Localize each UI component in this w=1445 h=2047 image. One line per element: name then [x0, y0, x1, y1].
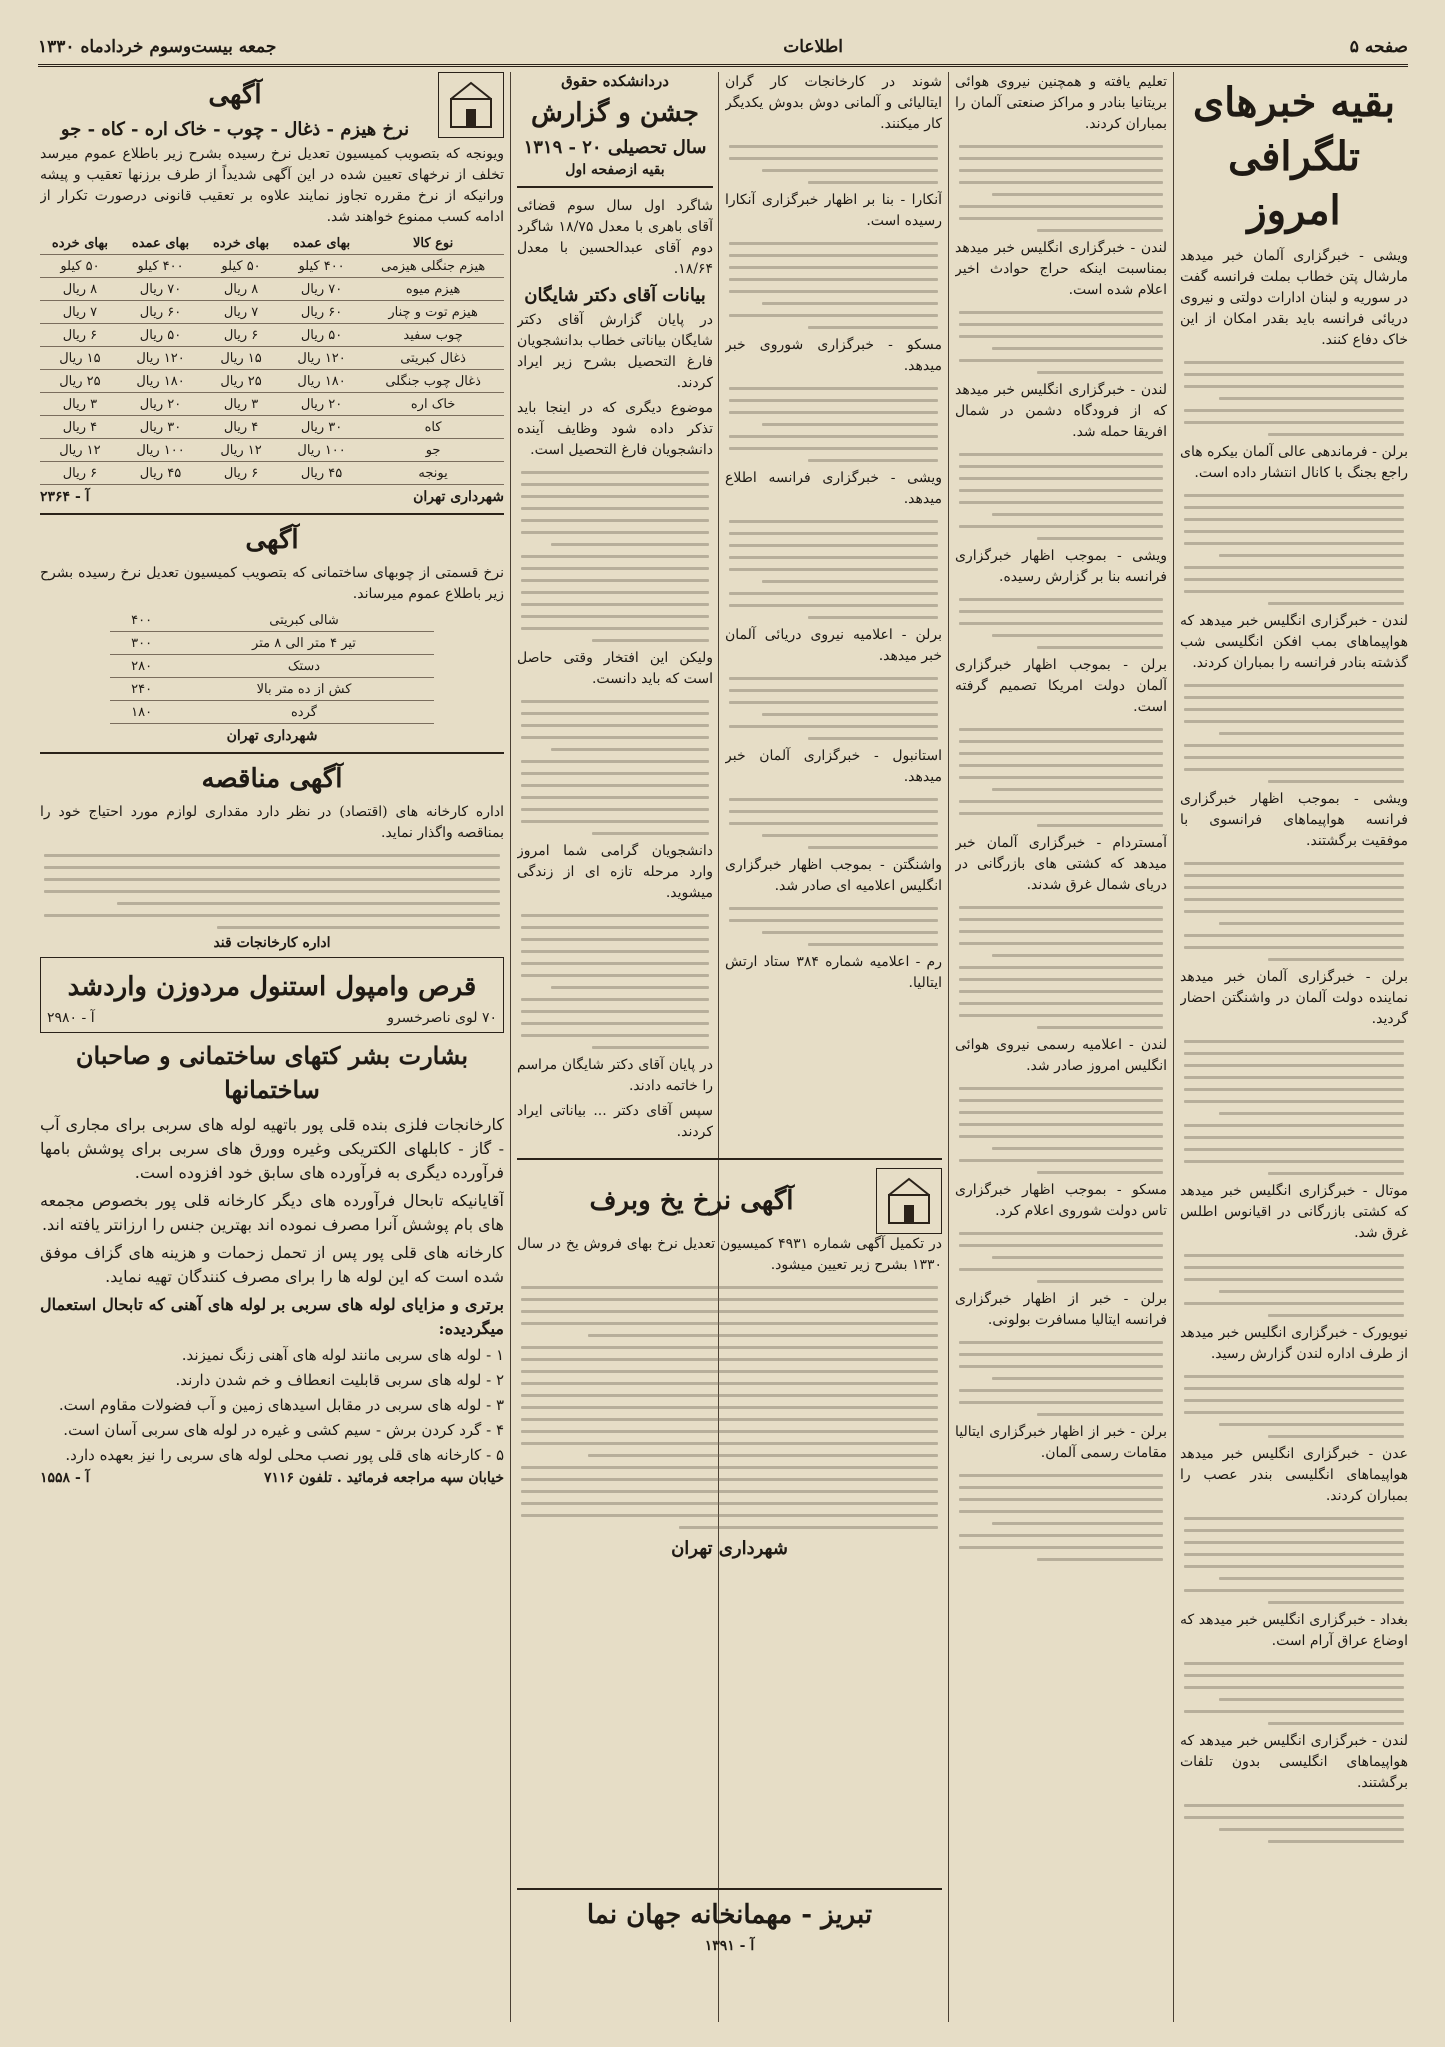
- table-cell: ۴ ریال: [40, 416, 120, 439]
- text-block: [517, 465, 713, 648]
- table-cell: ۱۲۰ ریال: [120, 347, 201, 370]
- text-block: [1180, 1656, 1408, 1731]
- masthead-page: صفحه ۵: [1349, 37, 1408, 57]
- news-item: واشنگتن - بموجب اظهار خبرگزاری انگلیس اعلامیه ای صادر شد.: [725, 857, 942, 894]
- table-cell: ۶ ریال: [201, 462, 281, 485]
- text-block: [1180, 678, 1408, 789]
- municipality-emblem-icon: [438, 72, 504, 138]
- table-cell: ۶۰ ریال: [281, 301, 362, 324]
- text-block: [955, 722, 1167, 833]
- ad3-text: اداره کارخانه های (اقتصاد) در نظر دارد مقداری لوازم مورد احتیاج خود را بمناقصه واگذار نماید.: [40, 804, 504, 841]
- text-block: [955, 1335, 1167, 1422]
- news-item: ویشی - خبرگزاری فرانسه اطلاع میدهد.: [725, 470, 942, 507]
- municipality-emblem-icon: [876, 1168, 942, 1234]
- text-block: [955, 1468, 1167, 1567]
- table-cell: یونجه: [362, 462, 504, 485]
- column-1: [1180, 72, 1408, 2027]
- column-header: بهای عمده: [281, 232, 362, 255]
- news-item: لندن - خبرگزاری انگلیس خبر میدهد که هواپیماهای بمب افکن انگلیسی شب گذشته بنادر فرانسه را بمباران کردند.: [1180, 613, 1408, 671]
- table-cell: ۳۰ ریال: [120, 416, 201, 439]
- text-block: [725, 671, 942, 746]
- news-item: برلن - بموجب اظهار خبرگزاری آلمان دولت امریکا تصمیم گرفته است.: [955, 657, 1167, 715]
- table-cell: ۲۴۰: [110, 678, 174, 701]
- tabriz-ad-code: آ - ۱۳۹۱: [704, 1938, 755, 1954]
- article-subtitle: سال تحصیلی ۲۰ - ۱۳۱۹: [523, 137, 707, 158]
- table-cell: گرده: [174, 701, 435, 724]
- table-cell: ۲۵ ریال: [40, 370, 120, 393]
- ad4-title: قرص وامپول استنول مردوزن واردشد: [67, 972, 477, 1002]
- column-4: [517, 72, 713, 1142]
- ad5-paragraph: کارخانجات فلزی بنده قلی پور باتهیه لوله های سربی برای مجاری آب - گاز - کابلهای الکتریکی وغیره وورق های سربی برای پوشش بامها فرآورده دیگری به فرآورده های سابق خود افزوده است.: [40, 1115, 504, 1182]
- table-cell: ۳۰۰: [110, 632, 174, 655]
- paragraph: دانشجویان گرامی شما امروز وارد مرحله تازه ای از زندگی میشوید.: [517, 843, 713, 901]
- ad3-sign: اداره کارخانجات قند: [213, 935, 331, 951]
- table-cell: ۲۰ ریال: [120, 393, 201, 416]
- table-cell: خاک اره: [362, 393, 504, 416]
- ad5-list-item: ۱ - لوله های سربی مانند لوله های آهنی زنگ نمیزند.: [181, 1346, 504, 1364]
- news-item: استانبول - خبرگزاری آلمان خبر میدهد.: [725, 748, 942, 785]
- text-block: [955, 1081, 1167, 1180]
- ad1-header: [40, 72, 504, 144]
- table-cell: شالی کبریتی: [174, 609, 435, 632]
- news-item: نیویورک - خبرگزاری انگلیس خبر میدهد از طرف اداره لندن گزارش رسید.: [1180, 1325, 1408, 1362]
- ad3-title: آگهی مناقصه: [201, 764, 343, 794]
- news-item: برلن - خبر از اظهار خبرگزاری فرانسه ایتالیا مسافرت بولونی.: [955, 1291, 1167, 1328]
- ad2-title: آگهی: [245, 525, 299, 555]
- table-cell: دستک: [174, 655, 435, 678]
- text-block: [725, 901, 942, 952]
- paragraph: سپس آقای دکتر ... بیاناتی ایراد کردند.: [517, 1103, 713, 1140]
- table-cell: ۴۵ ریال: [120, 462, 201, 485]
- ad1-sign: شهرداری تهران: [413, 489, 504, 505]
- ad1-text: ویونجه که بتصویب کمیسیون تعدیل نرخ رسیده بشرح زیر باطلاع عموم میرسد تخلف از نرخهای تعیین شده در این آگهی شدیداً از طرف برزنها تعقیب و پیشه ورانیکه از نرخ مقرره تجاوز نمایند علاوه بر تعقیب قانونی درصورت تکرار از ادامه کسب ممنوع خواهند شد.: [40, 146, 504, 225]
- news-item: ویشی - بموجب اظهار خبرگزاری فرانسه هواپیماهای فرانسوی با موفقیت برگشتند.: [1180, 791, 1408, 849]
- table-row: [110, 632, 435, 655]
- ad4-address: ۷۰ لوی ناصرخسرو: [387, 1010, 497, 1026]
- table-cell: ۱۸۰ ریال: [281, 370, 362, 393]
- divider: [517, 1888, 942, 1890]
- section-tag: دردانشکده حقوق: [561, 72, 669, 90]
- table-row: [40, 255, 504, 278]
- table-header-row: [40, 232, 504, 255]
- table-cell: ذغال کبریتی: [362, 347, 504, 370]
- table-cell: ۵۰ ریال: [120, 324, 201, 347]
- news-item: لندن - اعلامیه رسمی نیروی هوائی انگلیس امروز صادر شد.: [955, 1037, 1167, 1074]
- text-block: [1180, 1798, 1408, 1849]
- table-row: [40, 416, 504, 439]
- column-rule: [1173, 72, 1174, 2022]
- table-cell: ۵۰ کیلو: [40, 255, 120, 278]
- table-cell: ۴۰۰ کیلو: [281, 255, 362, 278]
- news-item: تعلیم یافته و همچنین نیروی هوائی بریتانیا بنادر و مراکز صنعتی آلمان را بمباران کردند.: [955, 74, 1167, 132]
- table-cell: ۵۰ ریال: [281, 324, 362, 347]
- text-block: [725, 792, 942, 855]
- text-block: [955, 592, 1167, 655]
- news-item: برلن - خبر از اظهار خبرگزاری ایتالیا مقامات رسمی آلمان.: [955, 1424, 1167, 1461]
- ad5-paragraph: آقایانیکه تابحال فرآورده های دیگر کارخانه قلی پور بخصوص مجمعه های بام پوشش آنرا مصرف نموده اند بهترین جنس را ارزانتر یافته اند.: [40, 1191, 504, 1234]
- ad1-footer: [40, 489, 504, 505]
- ads-column: [40, 72, 504, 2027]
- news-item: شوند در کارخانجات کار گران ایتالیائی و آلمانی دوش بدوش یکدیگر کار میکنند.: [725, 74, 942, 132]
- ad1-subtitle: نرخ هیزم - ذغال - چوب - خاک اره - کاه - جو: [60, 119, 410, 140]
- divider: [40, 513, 504, 515]
- text-block: [1180, 1511, 1408, 1610]
- paragraph: ولیکن این افتخار وقتی حاصل است که باید دانست.: [517, 650, 713, 687]
- table-cell: ۴۰۰: [110, 609, 174, 632]
- table-cell: ۱۵ ریال: [201, 347, 281, 370]
- table-cell: ۱۸۰: [110, 701, 174, 724]
- news-item: آمستردام - خبرگزاری آلمان خبر میدهد که کشتی های بازرگانی در دریای شمال غرق شدند.: [955, 835, 1167, 893]
- ad5-footer: [40, 1470, 504, 1486]
- masthead: [38, 30, 1408, 67]
- table-cell: ۱۸۰ ریال: [120, 370, 201, 393]
- news-item: برلن - خبرگزاری آلمان خبر میدهد نماینده دولت آلمان در واشنگتن احضار گردید.: [1180, 969, 1408, 1027]
- table-cell: ۱۰۰ ریال: [120, 439, 201, 462]
- paragraph: شاگرد اول سال سوم قضائی آقای باهری با معدل ۱۸/۷۵ شاگرد دوم آقای عبدالحسین با معدل ۱۸/۶۴.: [517, 198, 713, 277]
- ad2-price-table: [110, 609, 435, 724]
- news-item: برلن - فرماندهی عالی آلمان بیکره های راجع بجنگ با کانال انتشار داده است.: [1180, 444, 1408, 481]
- table-cell: ذغال چوب جنگلی: [362, 370, 504, 393]
- table-row: [110, 678, 435, 701]
- news-item: بغداد - خبرگزاری انگلیس خبر میدهد که اوضاع عراق آرام است.: [1180, 1612, 1408, 1649]
- ice-ad-text: در تکمیل آگهی شماره ۴۹۳۱ کمیسیون تعدیل نرخ بهای فروش یخ در سال ۱۳۳۰ بشرح زیر تعیین میشود.: [517, 1236, 942, 1273]
- column-header: نوع کالا: [362, 232, 504, 255]
- text-block: [1180, 355, 1408, 442]
- table-cell: ۱۲ ریال: [201, 439, 281, 462]
- text-block: [955, 305, 1167, 380]
- text-block: [517, 694, 713, 841]
- table-cell: جو: [362, 439, 504, 462]
- table-row: [110, 655, 435, 678]
- news-item: رم - اعلامیه شماره ۳۸۴ ستاد ارتش ایتالیا.: [725, 954, 942, 991]
- text-block: [725, 139, 942, 190]
- text-block: [955, 1226, 1167, 1289]
- text-block: [725, 236, 942, 335]
- paragraph: در پایان گزارش آقای دکتر شایگان بیاناتی خطاب بدانشجویان فارغ التحصیل بشرح زیر ایراد کردند.: [517, 312, 713, 391]
- ad5-code: آ - ۱۵۵۸: [40, 1470, 90, 1486]
- table-cell: ۸ ریال: [201, 278, 281, 301]
- table-cell: هیزم توت و چنار: [362, 301, 504, 324]
- table-cell: ۲۸۰: [110, 655, 174, 678]
- ad2-text: نرخ قسمتی از چوبهای ساختمانی که بتصویب کمیسیون تعدیل نرخ رسیده بشرح زیر باطلاع عموم میرساند.: [40, 565, 504, 602]
- section-heading: بیانات آقای دکتر شایگان: [524, 285, 706, 306]
- ad4-footer: [47, 1010, 497, 1026]
- tabriz-ad-title: تبریز - مهمانخانه جهان نما: [586, 1900, 873, 1930]
- table-cell: ۴ ریال: [201, 416, 281, 439]
- paragraph: موضوع دیگری که در اینجا باید تذکر داده شود وظایف آینده دانشجویان فارغ التحصیل است.: [517, 400, 713, 458]
- table-cell: ۱۲ ریال: [40, 439, 120, 462]
- table-cell: ۱۰۰ ریال: [281, 439, 362, 462]
- table-cell: ۴۵ ریال: [281, 462, 362, 485]
- text-block: [725, 514, 942, 625]
- table-cell: ۶۰ ریال: [120, 301, 201, 324]
- table-row: [40, 301, 504, 324]
- column-3: [725, 72, 942, 1142]
- news-item: ویشی - بموجب اظهار خبرگزاری فرانسه بنا بر گزارش رسیده.: [955, 548, 1167, 585]
- table-cell: ۶ ریال: [40, 324, 120, 347]
- ad5-list-title: برتری و مزایای لوله های سربی بر لوله های آهنی که تابحال استعمال میگردیده:: [40, 1295, 504, 1338]
- divider: [517, 1158, 942, 1160]
- table-cell: ۳ ریال: [40, 393, 120, 416]
- ad5-list-item: ۵ - کارخانه های قلی پور نصب محلی لوله های سربی را نیز بعهده دارد.: [65, 1446, 504, 1464]
- table-cell: ۱۲۰ ریال: [281, 347, 362, 370]
- table-cell: ۶ ریال: [40, 462, 120, 485]
- table-cell: ۳۰ ریال: [281, 416, 362, 439]
- table-row: [40, 347, 504, 370]
- text-block: [1180, 856, 1408, 967]
- column-2: [955, 72, 1167, 2027]
- table-cell: هیزم جنگلی هیزمی: [362, 255, 504, 278]
- news-item: مسکو - خبرگزاری شوروی خبر میدهد.: [725, 337, 942, 374]
- table-cell: کاه: [362, 416, 504, 439]
- column-rule: [510, 72, 511, 2022]
- table-cell: ۷۰ ریال: [120, 278, 201, 301]
- ice-ad-title: آگهی نرخ یخ وبرف: [589, 1186, 794, 1216]
- paragraph: در پایان آقای دکتر شایگان مراسم را خاتمه دادند.: [517, 1057, 713, 1094]
- text-block: [1180, 1369, 1408, 1444]
- table-row: [110, 701, 435, 724]
- ad1-code: آ - ۲۳۶۴: [40, 489, 90, 505]
- table-row: [40, 462, 504, 485]
- ice-ad-header: [517, 1168, 942, 1234]
- ad2-sign: شهرداری تهران: [226, 728, 318, 744]
- text-block: [1180, 1034, 1408, 1181]
- table-row: [40, 278, 504, 301]
- table-cell: ۲۰ ریال: [281, 393, 362, 416]
- divider: [517, 186, 713, 188]
- ad5-list-item: ۳ - لوله های سربی در مقابل اسیدهای زمین و آب فضولات مقاوم است.: [58, 1396, 504, 1414]
- table-cell: ۱۵ ریال: [40, 347, 120, 370]
- column-header: بهای خرده: [40, 232, 120, 255]
- tabriz-hotel-ad: [517, 1880, 942, 1990]
- text-block: [725, 381, 942, 468]
- continued-label: بقیه ازصفحه اول: [565, 162, 665, 178]
- news-item: موتال - خبرگزاری انگلیس خبر میدهد که کشتی بازرگانی در اقیانوس اطلس غرق شد.: [1180, 1183, 1408, 1241]
- table-cell: کش از ده متر بالا: [174, 678, 435, 701]
- column-header: بهای خرده: [201, 232, 281, 255]
- table-cell: ۷۰ ریال: [281, 278, 362, 301]
- news-item: آنکارا - بنا بر اظهار خبرگزاری آنکارا رسیده است.: [725, 192, 942, 229]
- table-row: [110, 609, 435, 632]
- masthead-date: جمعه بیست‌وسوم خردادماه ۱۳۳۰: [38, 37, 277, 57]
- table-cell: تیر ۴ متر الی ۸ متر: [174, 632, 435, 655]
- table-cell: هیزم میوه: [362, 278, 504, 301]
- table-row: [40, 393, 504, 416]
- ad5-contact: خیابان سپه مراجعه فرمائید . تلفون ۷۱۱۶: [263, 1470, 504, 1486]
- text-block: [517, 1280, 942, 1535]
- headline: بقیه خبرهای تلگرافی امروز: [1192, 79, 1396, 234]
- ad5-paragraph: کارخانه های قلی پور پس از تحمل زحمات و هزینه های گزاف موفق شده است که این لوله ها را برای مصرف کنندگان تهیه نماید.: [40, 1243, 504, 1286]
- news-item: لندن - خبرگزاری انگلیس خبر میدهد که هواپیماهای انگلیسی بدون تلفات برگشتند.: [1180, 1733, 1408, 1791]
- news-item: لندن - خبرگزاری انگلیس خبر میدهد که از فرودگاه دشمن در شمال افریقا حمله شد.: [955, 382, 1167, 440]
- news-item: عدن - خبرگزاری انگلیس خبر میدهد هواپیماهای انگلیسی بندر عصب را بمباران کردند.: [1180, 1446, 1408, 1504]
- table-cell: ۸ ریال: [40, 278, 120, 301]
- divider: [40, 752, 504, 754]
- article-title: جشن و گزارش: [531, 98, 699, 128]
- ad5-list-item: ۴ - گرد کردن برش - سیم کشی و غیره در لوله های سربی آسان است.: [63, 1421, 504, 1439]
- ice-price-ad: [517, 1150, 942, 1840]
- column-rule: [948, 72, 949, 2022]
- text-block: [955, 447, 1167, 546]
- table-cell: ۲۵ ریال: [201, 370, 281, 393]
- table-cell: چوب سفید: [362, 324, 504, 347]
- ice-ad-sign: شهرداری تهران: [671, 1538, 788, 1559]
- text-block: [1180, 488, 1408, 611]
- text-block: [1180, 1248, 1408, 1323]
- table-cell: ۳ ریال: [201, 393, 281, 416]
- ad4-box: [40, 957, 504, 1033]
- table-row: [40, 439, 504, 462]
- table-row: [40, 324, 504, 347]
- table-cell: ۷ ریال: [40, 301, 120, 324]
- ad1-title: آگهی: [208, 80, 262, 110]
- ad4-code: آ - ۲۹۸۰: [47, 1010, 95, 1026]
- table-cell: ۵۰ کیلو: [201, 255, 281, 278]
- ad1-price-table: [40, 232, 504, 485]
- text-block: [40, 848, 504, 935]
- text-block: [955, 139, 1167, 238]
- masthead-paper: اطلاعات: [783, 37, 843, 57]
- table-row: [40, 370, 504, 393]
- news-item: لندن - خبرگزاری انگلیس خبر میدهد بمناسبت اینکه حراج حوادث اخیر اعلام شده است.: [955, 240, 1167, 298]
- text-block: [517, 908, 713, 1055]
- table-cell: ۷ ریال: [201, 301, 281, 324]
- news-item: برلن - اعلامیه نیروی دریائی آلمان خبر میدهد.: [725, 627, 942, 664]
- news-item: ویشی - خبرگزاری آلمان خبر میدهد مارشال پتن خطاب بملت فرانسه گفت در سوریه و لبنان ادارات دولتی و نیروی دریائی فرانسه باید بقدر امکان از این خاک دفاع کنند.: [1180, 248, 1408, 348]
- ad5-title: بشارت بشر کتهای ساختمانی و صاحبان ساختمانها: [75, 1041, 469, 1104]
- news-item: مسکو - بموجب اظهار خبرگزاری تاس دولت شوروی اعلام کرد.: [955, 1182, 1167, 1219]
- text-block: [955, 900, 1167, 1035]
- table-cell: ۶ ریال: [201, 324, 281, 347]
- column-header: بهای عمده: [120, 232, 201, 255]
- ad5-list-item: ۲ - لوله های سربی قابلیت انعطاف و خم شدن دارند.: [175, 1371, 504, 1389]
- table-cell: ۴۰۰ کیلو: [120, 255, 201, 278]
